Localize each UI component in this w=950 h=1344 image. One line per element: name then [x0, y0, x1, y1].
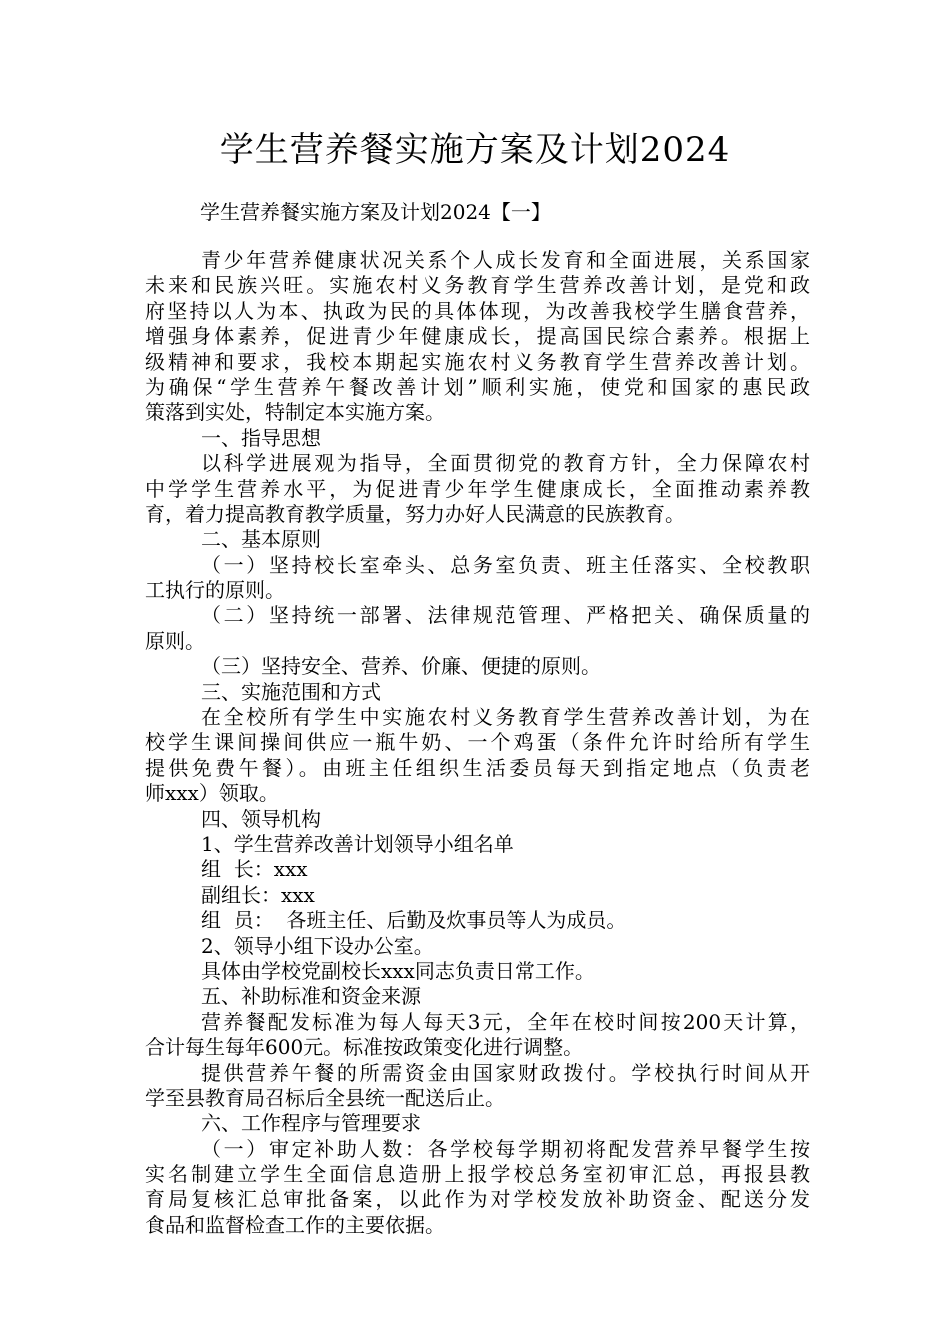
section-heading: 五、补助标准和资金来源	[201, 984, 421, 1009]
paragraph-line: 副组长：xxx	[201, 882, 315, 907]
paragraph-line: 2、领导小组下设办公室。	[201, 933, 434, 958]
paragraph-line: （三）坚持安全、营养、价廉、便捷的原则。	[201, 654, 601, 679]
document-body	[145, 248, 810, 1238]
paragraph-line: 育局复核汇总审批备案，以此作为对学校发放补助资金、配送分发	[145, 1187, 810, 1212]
paragraph-line: （一）审定补助人数：各学校每学期初将配发营养早餐学生按	[201, 1136, 810, 1161]
document-subtitle: 学生营养餐实施方案及计划2024【一】	[200, 200, 551, 224]
paragraph-line: 中学学生营养水平，为促进青少年学生健康成长，全面推动素养教	[145, 476, 810, 501]
document-title: 学生营养餐实施方案及计划2024	[219, 130, 731, 170]
section-heading: 一、指导思想	[201, 425, 321, 450]
paragraph-line: 府坚持以人为本、执政为民的具体体现，为改善我校学生膳食营养，	[145, 298, 810, 323]
paragraph-line: 提供营养午餐的所需资金由国家财政拨付。学校执行时间从开	[201, 1060, 810, 1085]
paragraph-line: 组 员： 各班主任、后勤及炊事员等人为成员。	[201, 908, 627, 933]
paragraph-line: 以科学进展观为指导，全面贯彻党的教育方针，全力保障农村	[201, 451, 810, 476]
paragraph-line: 食品和监督检查工作的主要依据。	[145, 1212, 445, 1237]
paragraph-line: 青少年营养健康状况关系个人成长发育和全面进展，关系国家	[201, 248, 810, 272]
paragraph-line: 增强身体素养，促进青少年健康成长，提高国民综合素养。根据上	[145, 324, 810, 349]
paragraph-line: 在全校所有学生中实施农村义务教育学生营养改善计划，为在	[201, 705, 810, 730]
paragraph-line: 未来和民族兴旺。实施农村义务教育学生营养改善计划，是党和政	[145, 273, 810, 298]
paragraph-line: 工执行的原则。	[145, 578, 285, 603]
paragraph-line: 具体由学校党副校长xxx同志负责日常工作。	[201, 958, 595, 983]
section-heading: 四、领导机构	[201, 806, 321, 831]
paragraph-line: （一）坚持校长室牵头、总务室负责、班主任落实、全校教职	[201, 552, 810, 577]
section-heading: 三、实施范围和方式	[201, 679, 381, 704]
paragraph-line: 实名制建立学生全面信息造册上报学校总务室初审汇总，再报县教	[145, 1162, 810, 1187]
paragraph-line: 策落到实处，特制定本实施方案。	[145, 400, 445, 425]
paragraph-line: 为确保“学生营养午餐改善计划”顺利实施，使党和国家的惠民政	[145, 374, 810, 399]
paragraph-line: 级精神和要求，我校本期起实施农村义务教育学生营养改善计划。	[145, 349, 810, 374]
paragraph-line: 师xxx）领取。	[145, 781, 279, 806]
paragraph-line: 提供免费午餐）。由班主任组织生活委员每天到指定地点（负责老	[145, 755, 810, 780]
paragraph-line: 原则。	[145, 628, 205, 653]
paragraph-line: 育，着力提高教育教学质量，努力办好人民满意的民族教育。	[145, 501, 685, 526]
section-heading: 六、工作程序与管理要求	[201, 1111, 421, 1136]
paragraph-line: 学至县教育局召标后全县统一配送后止。	[145, 1085, 505, 1110]
paragraph-line: 1、学生营养改善计划领导小组名单	[201, 831, 514, 856]
paragraph-line: 合计每生每年600元。标准按政策变化进行调整。	[145, 1035, 584, 1060]
paragraph-line: 组 长：xxx	[201, 857, 308, 882]
paragraph-line: （二）坚持统一部署、法律规范管理、严格把关、确保质量的	[201, 603, 810, 628]
paragraph-line: 校学生课间操间供应一瓶牛奶、一个鸡蛋（条件允许时给所有学生	[145, 730, 810, 755]
section-heading: 二、基本原则	[201, 527, 321, 552]
paragraph-line: 营养餐配发标准为每人每天3元，全年在校时间按200天计算，	[201, 1009, 810, 1034]
